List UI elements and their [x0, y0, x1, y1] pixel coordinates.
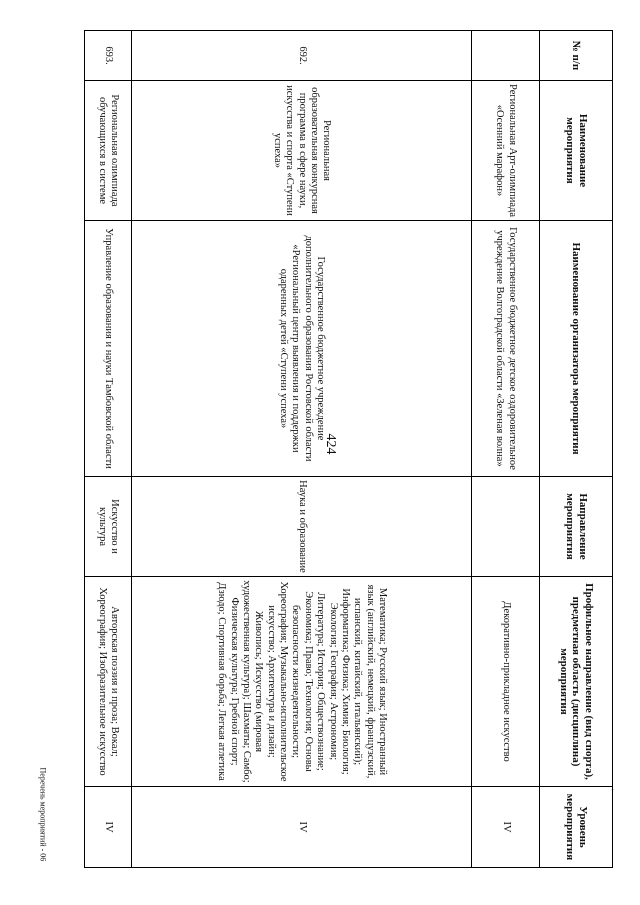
row-2-direction: Наука и образование	[132, 477, 472, 577]
header-row	[540, 31, 613, 868]
table-row	[472, 31, 540, 868]
table-row	[132, 31, 472, 868]
row-2-organizer: Государственное бюджетное учреждение дополнительного образования Ростовской области «Региональный центр выявления и поддержки одаренных детей «Ступени успеха»	[132, 221, 472, 477]
table-frame	[85, 30, 616, 867]
header-organizer: Наименование организатора мероприятия	[540, 221, 613, 477]
row-1-num	[472, 31, 540, 81]
header-num: № п/п	[540, 31, 613, 81]
row-2-profile: Математика; Русский язык; Иностранный язык (английский, немецкий, французский, испанский, китайский, итальянский); Информатика; Физика; Химия; Биология; Экология; География; Астрономия; Литература; История; Обществознание; Экономика; Право; Технология; Основы безопасности жизнедеятельности; Хореография; Музыкально-исполнительское искусство; Архитектура и дизайн; Живопись; Искусство (мировая художественная культура); Шахматы; Самбо; Физическая культура; Гребной спорт; Дзюдо; Спортивная борьба; Легкая атлетика	[132, 577, 472, 787]
table-rotated	[85, 30, 616, 867]
header-profile: Профильное направление (вид спорта), предметная область (дисциплина) мероприятия	[540, 577, 613, 787]
row-3-profile: Авторская поэзия и проза; Вокал; Хореография; Изобразительное искусство	[85, 577, 132, 787]
row-1-organizer: Государственное бюджетное детское оздоровительное учреждение Волгоградской области «Зеленая волна»	[472, 221, 540, 477]
header-level: Уровень мероприятия	[540, 787, 613, 868]
row-3-direction: Искусство и культура	[85, 477, 132, 577]
row-3-num: 693.	[85, 31, 132, 81]
header-name: Наименование мероприятия	[540, 81, 613, 221]
page-number: 424	[323, 433, 338, 455]
header-direction: Направление мероприятия	[540, 477, 613, 577]
row-2-level: IV	[132, 787, 472, 868]
row-2-num: 692.	[132, 31, 472, 81]
row-3-level: IV	[85, 787, 132, 868]
page-mark: '	[606, 788, 616, 791]
table-row	[85, 31, 132, 868]
events-table	[84, 30, 616, 868]
row-1-profile: Декоративно-прикладное искусство	[472, 577, 540, 787]
row-2-name: Региональная образовательная конкурсная программа в сфере науки, искусства и спорта «Ступени успеха»	[132, 81, 472, 221]
row-1-direction	[472, 477, 540, 577]
row-3-organizer: Управление образования и науки Тамбовской области	[85, 221, 132, 477]
footer-note: Перечень мероприятий - 06	[38, 767, 48, 862]
row-1-name: Региональная Арт-олимпиада «Осенний марафон»	[472, 81, 540, 221]
row-1-level: IV	[472, 787, 540, 868]
row-3-name: Региональная олимпиада обучающихся в системе	[85, 81, 132, 221]
